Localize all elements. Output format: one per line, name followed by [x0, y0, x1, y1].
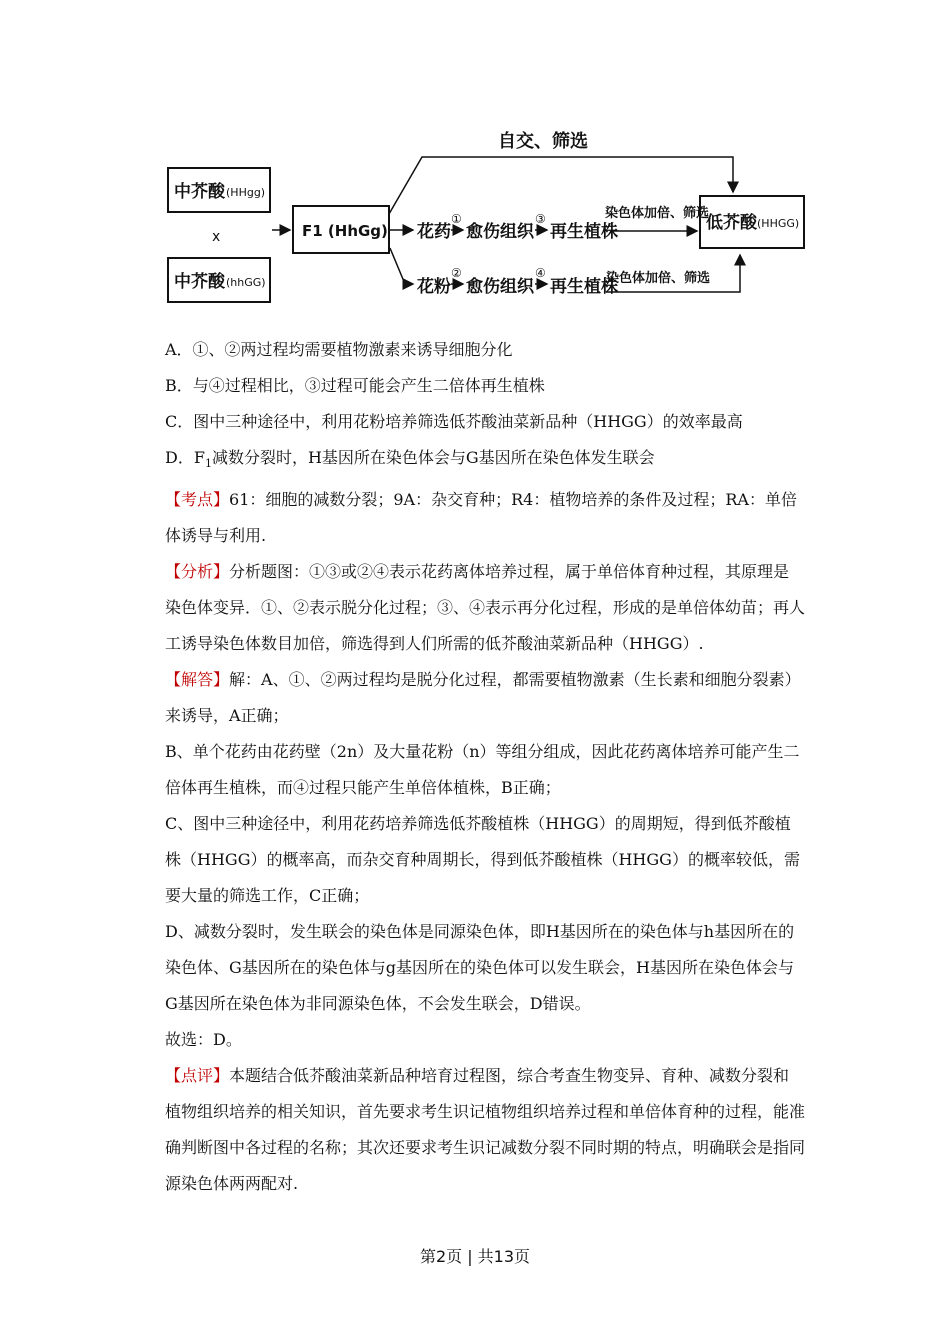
kaodian-tag: 【考点】	[165, 490, 230, 510]
jieda-tag: 【解答】	[165, 670, 230, 690]
jieda-d: D、减数分裂时，发生联会的染色体是同源染色体，即H基因所在的染色体与h基因所在的染色体、G基因所在的染色体与g基因所在的染色体可以发生联会，H基因所在染色体会与G基因所在染色体为非同源染色体，不会发生联会，D错误。	[165, 922, 795, 1014]
jieda-c: C、图中三种途径中，利用花药培养筛选低芥酸植株（HHGG）的周期短，得到低芥酸植株（HHGG）的概率高，而杂交育种周期长，得到低芥酸植株（HHGG）的概率较低，需要大量的筛选工作，C正确；	[165, 814, 800, 906]
double-label-1: 染色体加倍、筛选	[605, 206, 710, 221]
top-path-label: 自交、筛选	[498, 131, 588, 152]
fenxi-tag: 【分析】	[165, 562, 230, 582]
option-a: A．①、②两过程均需要植物激素来诱导细胞分化	[165, 340, 513, 359]
pollen-label: 花粉	[417, 277, 451, 297]
regen-label-1: 再生植株	[550, 222, 618, 242]
option-b: B．与④过程相比，③过程可能会产生二倍体再生植株	[165, 376, 545, 395]
pollen-branch	[390, 248, 413, 284]
option-d	[165, 440, 805, 482]
step3-label: ③	[535, 212, 546, 226]
fenxi-section	[165, 554, 805, 662]
jieda-a: 解：A、①、②两过程均是脱分化过程，都需要植物激素（生长素和细胞分裂素）来诱导，A正确；	[165, 670, 801, 726]
dianping-tag: 【点评】	[165, 1066, 230, 1086]
parent2-name: 中芥酸	[174, 272, 225, 292]
callus-label-1: 愈伤组织	[466, 222, 534, 242]
anther-label: 花药	[417, 222, 451, 242]
option-d-text: 减数分裂时，H基因所在染色体会与G基因所在染色体发生联会	[211, 448, 655, 467]
answer-content	[165, 332, 805, 1202]
result-name: 低芥酸	[706, 213, 757, 233]
jieda-section	[165, 662, 805, 734]
jieda-choice: 故选：D。	[165, 1030, 242, 1050]
parent1-genotype: (HHgg)	[226, 186, 266, 199]
page-footer: 第2页 | 共13页	[419, 1247, 531, 1266]
dianping-section	[165, 1058, 805, 1202]
regen-label-2: 再生植株	[550, 277, 618, 297]
result-genotype: (HHGG)	[757, 217, 800, 230]
fenxi-text: 分析题图：①③或②④表示花药离体培养过程，属于单倍体育种过程，其原理是染色体变异．①、②表示脱分化过程；③、④表示再分化过程，形成的是单倍体幼苗；再人工诱导染色体数目加倍，筛选得到人们所需的低芥酸油菜新品种（HHGG）.	[165, 562, 806, 654]
callus-label-2: 愈伤组织	[466, 277, 534, 297]
kaodian-section	[165, 482, 805, 554]
dianping-text: 本题结合低芥酸油菜新品种培育过程图，综合考查生物变异、育种、减数分裂和植物组织培养的相关知识，首先要求考生识记植物组织培养过程和单倍体育种的过程，能准确判断图中各过程的名称；其次还要求考生识记减数分裂不同时期的特点，明确联会是指同源染色体两两配对.	[165, 1066, 806, 1194]
step2-label: ②	[451, 266, 462, 280]
option-d-subscript: 1	[204, 457, 212, 471]
step4-label: ④	[535, 266, 546, 280]
double-label-2: 染色体加倍、筛选	[606, 271, 711, 286]
option-d-prefix: D．F	[165, 448, 205, 467]
breeding-diagram	[0, 0, 950, 320]
cross-symbol: x	[212, 229, 221, 245]
option-c: C．图中三种途径中，利用花粉培养筛选低芥酸油菜新品种（HHGG）的效率最高	[165, 412, 743, 431]
f1-label: F1 (HhGg)	[302, 222, 388, 240]
step1-label: ①	[451, 212, 462, 226]
jieda-b: B、单个花药由花药壁（2n）及大量花粉（n）等组分组成，因此花药离体培养可能产生二倍体再生植株，而④过程只能产生单倍体植株，B正确；	[165, 742, 800, 798]
kaodian-text: 61：细胞的减数分裂；9A：杂交育种；R4：植物培养的条件及过程；RA：单倍体诱导与利用.	[165, 490, 797, 546]
parent2-genotype: (hhGG)	[226, 276, 266, 289]
parent1-name: 中芥酸	[174, 182, 225, 202]
